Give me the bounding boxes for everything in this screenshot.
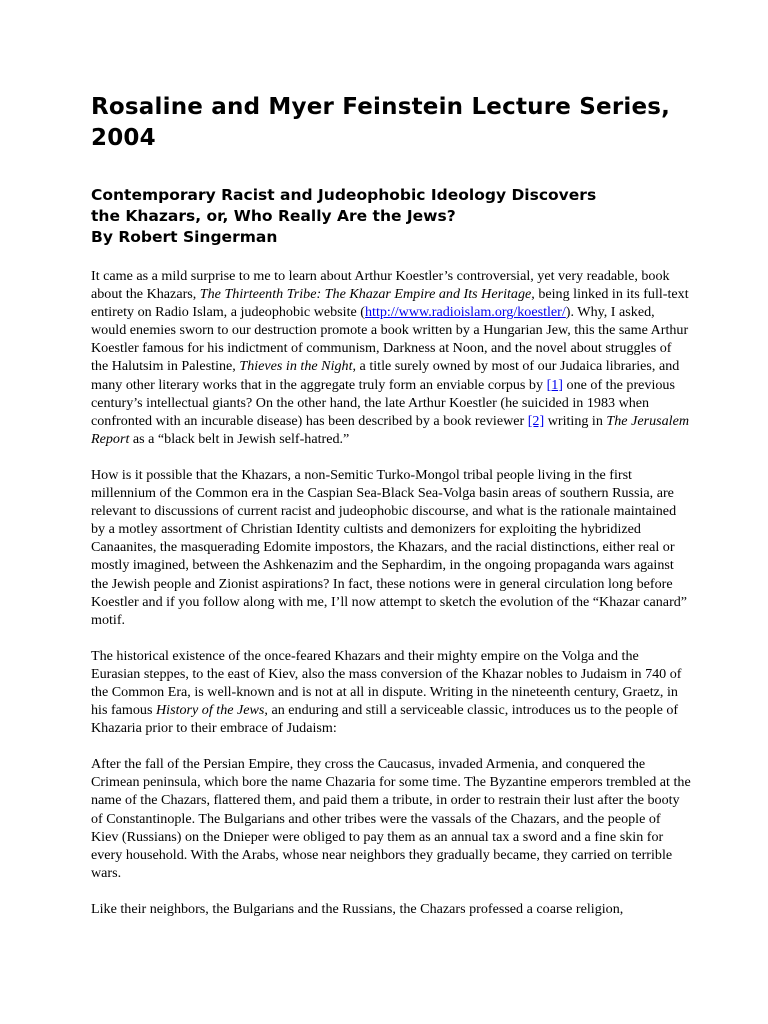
text: writing in bbox=[544, 412, 607, 429]
text: The historical existence of the once-feared Khazars and their mighty empire on the Volga and the Eurasian steppes, to the east of Kiev, also the mass conversion of the Khazar nobles to Judaism in 740 of the Common Era, is well-known and is not at all in dispute. Writing in the nineteenth century, Graetz, in his famous bbox=[91, 647, 682, 719]
paragraph-4: After the fall of the Persian Empire, they cross the Caucasus, invaded Armenia, and conquered the Crimean peninsula, which bore the name Chazaria for some time. The Byzantine emperors trembled at the name of the Chazars, flattered them, and paid them a tribute, in order to restrain their lust after the booty of Constantinople. The Bulgarians and other tribes were the vassals of the Chazars, and the people of Kiev (Russians) on the Dnieper were obliged to pay them as an annual tax a sword and a fine skin for every household. With the Arabs, whose near neighbors they gradually became, they carried on terrible wars. bbox=[91, 756, 691, 881]
radioislam-link[interactable]: http://www.radioislam.org/koestler/ bbox=[364, 304, 566, 321]
article-title-line-2: the Khazars, or, Who Really Are the Jews? bbox=[91, 207, 456, 225]
paragraph-1 bbox=[91, 267, 691, 448]
article-title-line-1: Contemporary Racist and Judeophobic Ideology Discovers bbox=[91, 186, 597, 204]
text: , an enduring and still a serviceable classic, introduces us to the people of Khazaria prior to their embrace of Judaism: bbox=[91, 702, 679, 737]
novel-title: Thieves in the Night bbox=[239, 358, 353, 375]
paragraph-3 bbox=[91, 647, 691, 737]
article-heading bbox=[91, 185, 691, 248]
page-title: Rosaline and Myer Feinstein Lecture Series, 2004 bbox=[91, 94, 671, 151]
text: , being linked in its full-text entirety on Radio Islam, a judeophobic website ( bbox=[91, 286, 689, 321]
text: ). Why, I asked, would enemies sworn to our destruction promote a book written by a Hungarian Jew, this the same Arthur Koestler famous for his indictment of communism, Darkness at Noon, and the novel about struggles of the Halutsim in Palestine, bbox=[91, 304, 689, 375]
paragraph-5: Like their neighbors, the Bulgarians and the Russians, the Chazars professed a coarse religion, bbox=[91, 900, 624, 917]
book-title: The Thirteenth Tribe: The Khazar Empire and Its Heritage bbox=[199, 286, 532, 303]
article-author: By Robert Singerman bbox=[91, 228, 278, 246]
journal-title: The Jerusalem Report bbox=[91, 412, 690, 447]
paragraph-2: How is it possible that the Khazars, a non-Semitic Turko-Mongol tribal people living in the first millennium of the Common era in the Caspian Sea-Black Sea-Volga basin areas of southern Russia, are relevant to discussions of current racist and judeophobic discourse, and what is the rationale maintained by a motley assortment of Christian Identity cultists and demonizers for exploiting the hybridized Canaanites, the masquerading Edomite impostors, the Khazars, and the racial distinctions, either real or mostly imagined, between the Ashkenazim and the Sephardim, in the ongoing propaganda wars against the Jewish people and Zionist aspirations? In fact, these notions were in general circulation long before Koestler and if you follow along with me, I’ll now attempt to sketch the evolution of the “Khazar canard” motif. bbox=[91, 466, 688, 628]
text: It came as a mild surprise to me to learn about Arthur Koestler’s controversial, yet very readable, book about the Khazars, bbox=[91, 268, 670, 303]
footnote-link-2[interactable]: [2] bbox=[527, 412, 545, 429]
footnote-link-1[interactable]: [1] bbox=[546, 376, 563, 393]
text: one of the previous century’s intellectual giants? On the other hand, the late Arthur Koestler (he suicided in 1983 when confronted with an incurable disease) has been described by a book reviewer bbox=[91, 376, 675, 429]
text: as a “black belt in Jewish self-hatred.” bbox=[129, 430, 350, 447]
book-title: History of the Jews bbox=[155, 702, 265, 719]
text: , a title surely owned by most of our Judaica libraries, and many other literary works that in the aggregate truly form an enviable corpus by bbox=[91, 358, 680, 393]
document-page bbox=[91, 92, 691, 936]
